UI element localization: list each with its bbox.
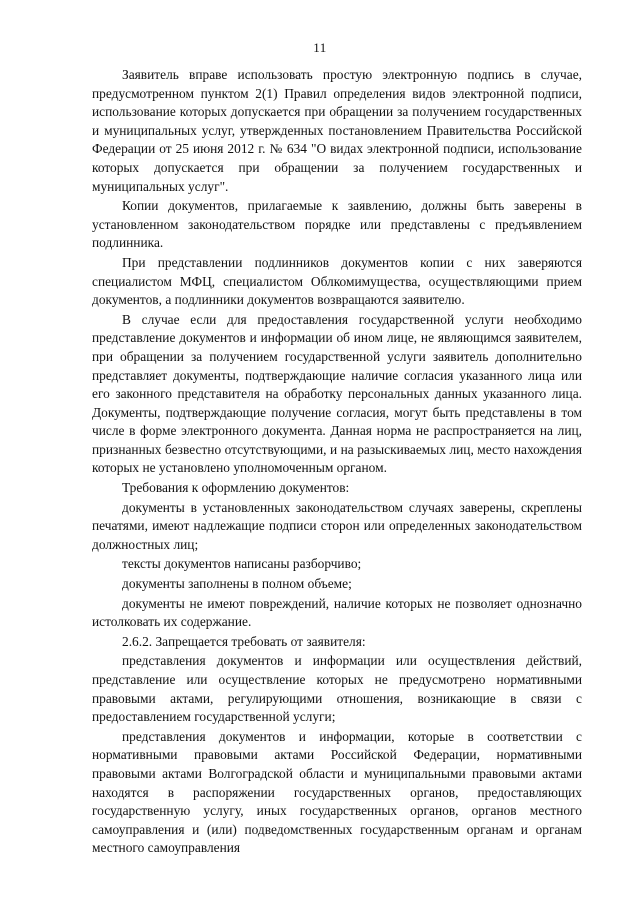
paragraph-document-copies: Копии документов, прилагаемые к заявлению, должны быть заверены в установленном законодательством порядке или представлены с предъявлением подлинника. xyxy=(92,198,582,251)
paragraph-requirement-certified: документы в установленных законодательством случаях заверены, скреплены печатями, имеют надлежащие подписи сторон или определенных законодательством должностных лиц; xyxy=(92,499,582,552)
paragraph-originals: При представлении подлинников документов копии с них заверяются специалистом МФЦ, специалистом Облкомимущества, осуществляющими прием документов, а подлинники документов возвращаются заявителю. xyxy=(92,254,582,308)
document-body xyxy=(92,66,582,859)
paragraph-requirements-heading: Требования к оформлению документов: xyxy=(122,480,350,496)
paragraph-electronic-signature: Заявитель вправе использовать простую электронную подпись в случае, предусмотренном пунктом 2(1) Правил определения видов электронной подписи, использование которых допускается при обращении за получением государственных и муниципальных услуг, утвержденных постановлением Правительства Российской Федерации от 25 июня 2012 г. № 634 "О видах электронной подписи, использование которых допускается при обращении за получением государственных и муниципальных услуг". xyxy=(92,67,582,194)
paragraph-requirement-undamaged: документы не имеют повреждений, наличие которых не позволяет однозначно истолковать их содержание. xyxy=(92,595,582,630)
page-number: 11 xyxy=(313,40,327,55)
paragraph-requirement-complete: документы заполнены в полном объеме; xyxy=(122,576,352,592)
paragraph-prohibition-2: представления документов и информации, которые в соответствии с нормативными правовыми актами Российской Федерации, нормативными правовыми актами Волгоградской области и муниципальными правовыми актами находятся в распоряжении государственных органов, предоставляющих государственную услугу, иных государственных органов, органов местного самоуправления и (или) подведомственных государственным органам и органам местного самоуправления xyxy=(92,728,582,856)
section-heading-2-6-2: 2.6.2. Запрещается требовать от заявителя: xyxy=(122,633,366,649)
paragraph-requirement-legible: тексты документов написаны разборчиво; xyxy=(122,556,362,572)
paragraph-third-party-consent: В случае если для предоставления государственной услуги необходимо представление документов и информации об ином лице, не являющимся заявителем, при обращении за получением государственной услуги заявитель дополнительно представляет документы, подтверждающие наличие согласия указанного лица или его законного представителя на обработку персональных данных указанного лица. Документы, подтверждающие получение согласия, могут быть представлены в том числе в форме электронного документа. Данная норма не распространяется на лиц, признанных безвестно отсутствующими, и на разыскиваемых лиц, место нахождения которых не установлено уполномоченным органом. xyxy=(92,311,582,476)
paragraph-prohibition-1: представления документов и информации или осуществления действий, представление или осуществление которых не предусмотрено нормативными правовыми актами, регулирующими отношения, возникающие в связи с предоставлением государственной услуги; xyxy=(92,653,582,725)
